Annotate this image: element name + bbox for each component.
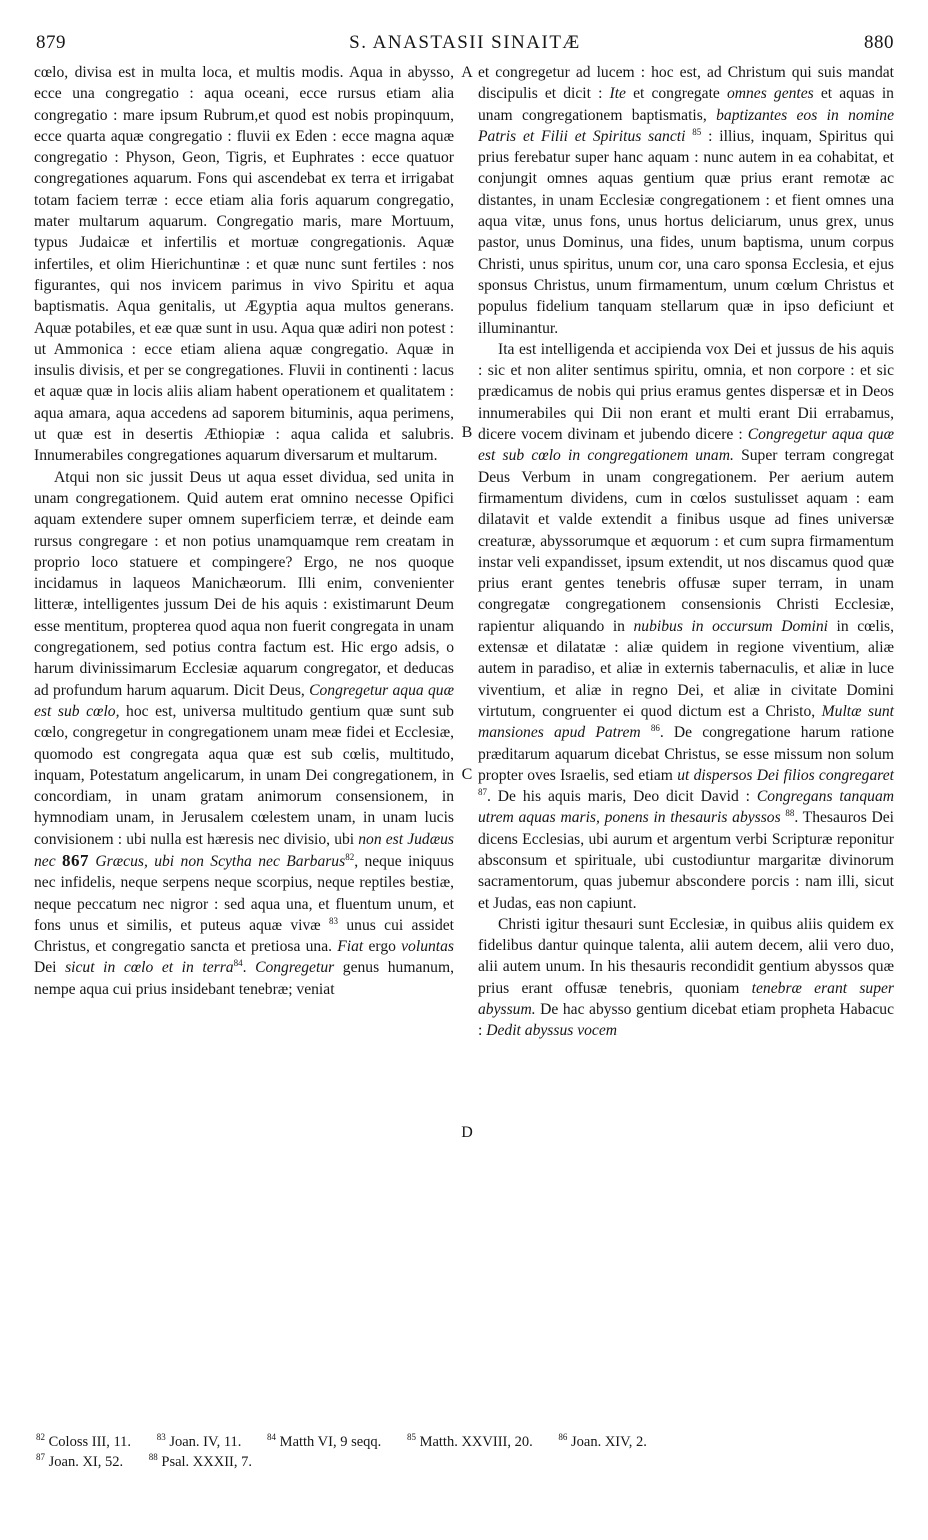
footnote-text: Psal. XXXII, 7. — [161, 1454, 253, 1470]
text-run: Ita est intelligenda et accipienda vox Dei et jussus de his aquis : sic et non aliter sentimus spiritu, omnia, et non corpore : et sic prædicamus de nobis qui prius eramus gentes dispersæ et in Deos innumerabiles qui Dii non erant et multi erant Dii errabamus, dicere vocem divinam et jubendo dicere : — [478, 340, 894, 444]
text-run: De hac abysso gentium dicebat etiam propheta Habacuc : — [478, 1001, 894, 1040]
footnote-number: 84 — [267, 1432, 277, 1443]
text-run: et aquas in unam congregationem baptismatis, — [478, 85, 894, 124]
italic-run: Congregetur — [255, 959, 335, 977]
left-column — [34, 62, 454, 1000]
left-paragraph-1: cœlo, divisa est in multa loca, et multis modis. Aqua in abysso, ecce una congregatio : aqua oceani, ecce rursus etiam alia congregatio : mare ipsum Rubrum,et quod est nobis propinquum, ecce quarta aquæ congregatio : fluvii ex Eden : ecce magna aquæ congregatio : Physon, Geon, Tigris, et Euphrates : ecce quatuor congregationes aquarum. Fons qui ascendebat ex terra et irrigabat totam faciem terræ : ecce etiam alia foris aquarum congregatio, mater multarum aquarum. Congregatio maris, mare Mortuum, typus Judaicæ et infertilis et mortuæ congregationis. Aquæ infertiles, et olim Hierichuntinæ : et quæ nunc sunt fertiles : nos figurantes, qui nos invicem parimus in vivo Spiritu et aqua baptismatis. Aqua genitalis, ut Ægyptia aqua multos generans. Aquæ potabiles, et eæ quæ sunt in usu. Aqua quæ adiri non potest : ut Ammonica : ecce etiam aliena aquæ congregatio. Aquæ in insulis divisis, et per se congregationes. Fluvii in continenti : lacus et aquæ quæ in locis aliis aliam habent operationem et qualitatem : aqua amara, aqua accedens ad saporem bituminis, aqua perimens, ut quæ est in desertis Æthiopiæ : aqua calida et salubris. Innumerabiles congregationes aquarum diversarum et multarum. — [34, 64, 454, 465]
text-run: , neque iniquus nec infidelis, neque serpens neque scorpius, neque reptiles bestiæ, neque peccatum nec nigror : sed aqua una, et fluentum unum, et fons unus et similis, et puteus aquæ vivæ — [34, 852, 454, 934]
text-run: hoc est, universa multitudo gentium quæ sunt sub cœlo, congregetur in congregationem unam meæ fidei et Ecclesiæ, quomodo est congregata aqua quæ est sub cœlis, multitudo, inquam, Potestatum angelicarum, in unam Dei congregationem, in concordiam, in unam gratam animorum consensionem, in hymnodiam unam, in Jerusalem cœlestem unam, in unam lucis convisionem : ubi nulla est hæresis nec divisio, ubi — [34, 702, 454, 848]
footnote-ref[interactable]: 84 — [233, 958, 243, 969]
italic-run: non est Judæus nec — [34, 830, 454, 870]
footnote-ref[interactable]: 86 — [650, 723, 660, 734]
margin-letter-b: B — [461, 424, 473, 441]
running-title: S. ANASTASII SINAITÆ — [349, 32, 581, 53]
text-run: Christi igitur thesauri sunt Ecclesiæ, in quibus aliis quidem ex fidelibus dantur quinque talenta, alii autem decem, alii vero duo, alii autem unum. In his thesauris recondidit gentium abyssos quæ prius erant offusæ tenebris, quoniam — [478, 915, 894, 997]
footnote-text: Coloss III, 11. — [48, 1434, 132, 1450]
italic-run: nubibus in occursum Domini — [633, 617, 829, 635]
margin-letter-a: A — [461, 64, 473, 81]
text-run: : illius, inquam, Spiritus qui prius ferebatur super hanc aquam : nunc autem in ea cohabitat, et conjungit omnes aquas gentium quæ prius erant remotæ ac distantes, in unam Ecclesiæ congregationem : et fient omnes una aqua vitæ, unus fons, unus hortus deliciarum, unus grex, unus pastor, unus Dominus, una fides, unum baptisma, unum corpus Christi, unus spiritus, unum cor, una caro sponsa Ecclesia, et ejus sponsus Christus, unum firmamentum, unum cœlum Christus et populus fidelium tanquam stellarum quæ in ipso deficiunt et illuminantur. — [478, 127, 894, 337]
italic-run: Ite — [609, 85, 626, 103]
text-run: . — [242, 959, 247, 977]
italic-run: Congregetur aqua quæ est sub cœlo in congregationem unam. — [478, 426, 895, 465]
italic-run: Congregetur aqua quæ est sub cœlo, — [34, 681, 454, 720]
text-run: Super terram congregat Deus Verbum in unam congregationem. Per aerium autem firmamentum dividens, cum in cœlos sustulisset aquam : eam dilatavit et valde extendit a finibus usque ad fines universæ creaturæ, abyssorumque et æquorum : et cum supra firmamentum instar veli expandisset, ipsum extendit, ut nos discamus quod quæ prius erant gentes tenebris offusæ super terram, in unam congregatæ congregationem consensionis Christi Ecclesiæ, rapientur aliquando in — [478, 447, 894, 635]
footnote-88 — [149, 1454, 252, 1470]
right-column — [478, 62, 894, 1042]
left-paragraph-2 — [34, 467, 454, 1000]
footnote-text: Joan. XIV, 2. — [570, 1434, 647, 1450]
footnote-ref[interactable]: 88 — [785, 808, 795, 819]
text-run: genus humanum, nempe aqua cui prius insidebant tenebræ; veniat — [34, 959, 454, 998]
footnote-84 — [267, 1434, 381, 1450]
italic-run: Multæ sunt mansiones apud Patrem — [478, 702, 894, 742]
footnote-ref[interactable]: 87 — [478, 786, 487, 797]
text-run: . De his aquis maris, Deo dicit David : — [487, 788, 750, 806]
footnote-number: 85 — [406, 1432, 416, 1443]
margin-letter-c: C — [461, 766, 473, 783]
footnote-86 — [558, 1434, 646, 1450]
footnote-ref[interactable]: 85 — [692, 126, 702, 137]
text-run: . Thesauros Dei dicens Ecclesias, ubi aurum et argentum verbi Scripturæ reponitur absconsum et spirituale, ubi custodiuntur margaritæ divinorum sacramentorum, quas jubemur abscondere porcis : nam illi, sicut et Judas, eas non capiunt. — [478, 809, 894, 912]
italic-run: baptizantes eos in nomine Patris et Filii et Spiritus sancti — [478, 106, 895, 145]
footnote-number: 82 — [36, 1432, 45, 1443]
italic-run: Congregans tanquam utrem aquas maris, ponens in thesauris abyssos — [478, 788, 895, 827]
footnote-row-1 — [36, 1432, 894, 1452]
text-run: et congregetur ad lucem : hoc est, ad Christum qui suis mandat discipulis et dicit : — [478, 64, 894, 103]
footnote-text: Joan. IV, 11. — [169, 1434, 242, 1450]
footnote-ref[interactable]: 83 — [329, 915, 339, 926]
right-paragraph-2 — [478, 339, 894, 914]
italic-run: ut dispersos Dei filios congregaret — [677, 766, 894, 784]
text-run: Atqui non sic jussit Deus ut aqua esset dividua, sed unita in unam congregationem. Quid autem erat omnino necesse Opifici aquam extendere super omnem superficiem terræ, et deinde eam rursus congregare : et non potius unamquamque rem creatam in proprio loco statuere et compingere? Ergo, ne nos quoque incidamus in laqueos Manichæorum. Illi enim, convenienter litteræ, intelligentes jussum Dei de his aquis : existimarunt Deum esse mentitum, propterea quod aqua non fuerit congregata in unam congregationem, sed potius contra factum est. Hic ergo adsis, o harum divinissimarum Ecclesiæ aquarum congregator, et deducas ad profundum harum aquarum. Dicit Deus, — [34, 468, 454, 699]
italic-run: voluntas — [401, 938, 454, 956]
footnote-87 — [36, 1454, 123, 1470]
footnote-number: 88 — [148, 1452, 158, 1463]
italic-run: omnes gentes — [726, 85, 814, 103]
footnote-text: Matth VI, 9 seqq. — [279, 1434, 382, 1450]
right-paragraph-1 — [478, 62, 894, 339]
right-paragraph-3 — [478, 914, 894, 1042]
text-run: Dei — [34, 959, 57, 977]
running-head — [36, 32, 894, 56]
italic-run: tenebræ erant super abyssum. — [478, 979, 894, 1019]
italic-run: Dedit abyssus vocem — [486, 1022, 618, 1040]
text-run: . De congregatione harum ratione præditarum aquarum dicebat Christus, se esse missum non solum propter oves Israelis, sed etiam — [478, 724, 894, 784]
footnote-row-2 — [36, 1452, 894, 1472]
page-number-left: 879 — [36, 32, 66, 53]
footnote-82 — [36, 1434, 131, 1450]
italic-run: Græcus, ubi non Scytha nec Barbarus — [95, 852, 346, 870]
margin-letter-d: D — [461, 1124, 473, 1141]
footnote-text: Matth. XXVIII, 20. — [419, 1434, 533, 1450]
text-run: unus cui assidet Christus, et congregatio sancta et pretiosa una. — [34, 916, 454, 956]
footnote-number: 83 — [156, 1432, 166, 1443]
footnotes — [36, 1432, 894, 1472]
page-number-right: 880 — [864, 32, 894, 53]
footnote-83 — [157, 1434, 242, 1450]
footnote-number: 86 — [558, 1432, 568, 1443]
footnote-85 — [407, 1434, 533, 1450]
italic-run: Fiat — [337, 938, 364, 956]
footnote-ref[interactable]: 82 — [345, 851, 355, 862]
footnote-text: Joan. XI, 52. — [48, 1454, 124, 1470]
text-run: ergo — [368, 938, 396, 956]
italic-run: sicut in cœlo et in terra — [65, 959, 234, 977]
text-run: in cœlis, extensæ et dilatatæ : aliæ quidem in regione viventium, aliæ autem in paradiso, et aliæ in externis tabernaculis, et aliæ in luce viventium, et aliæ in regno Dei, et aliæ in civitate Domini virtutum, congruenter ei quod dictum est a Christo, — [478, 617, 895, 720]
footnote-number: 87 — [36, 1452, 45, 1463]
text-run: et congregate — [633, 85, 720, 103]
column-number: 867 — [62, 850, 90, 870]
